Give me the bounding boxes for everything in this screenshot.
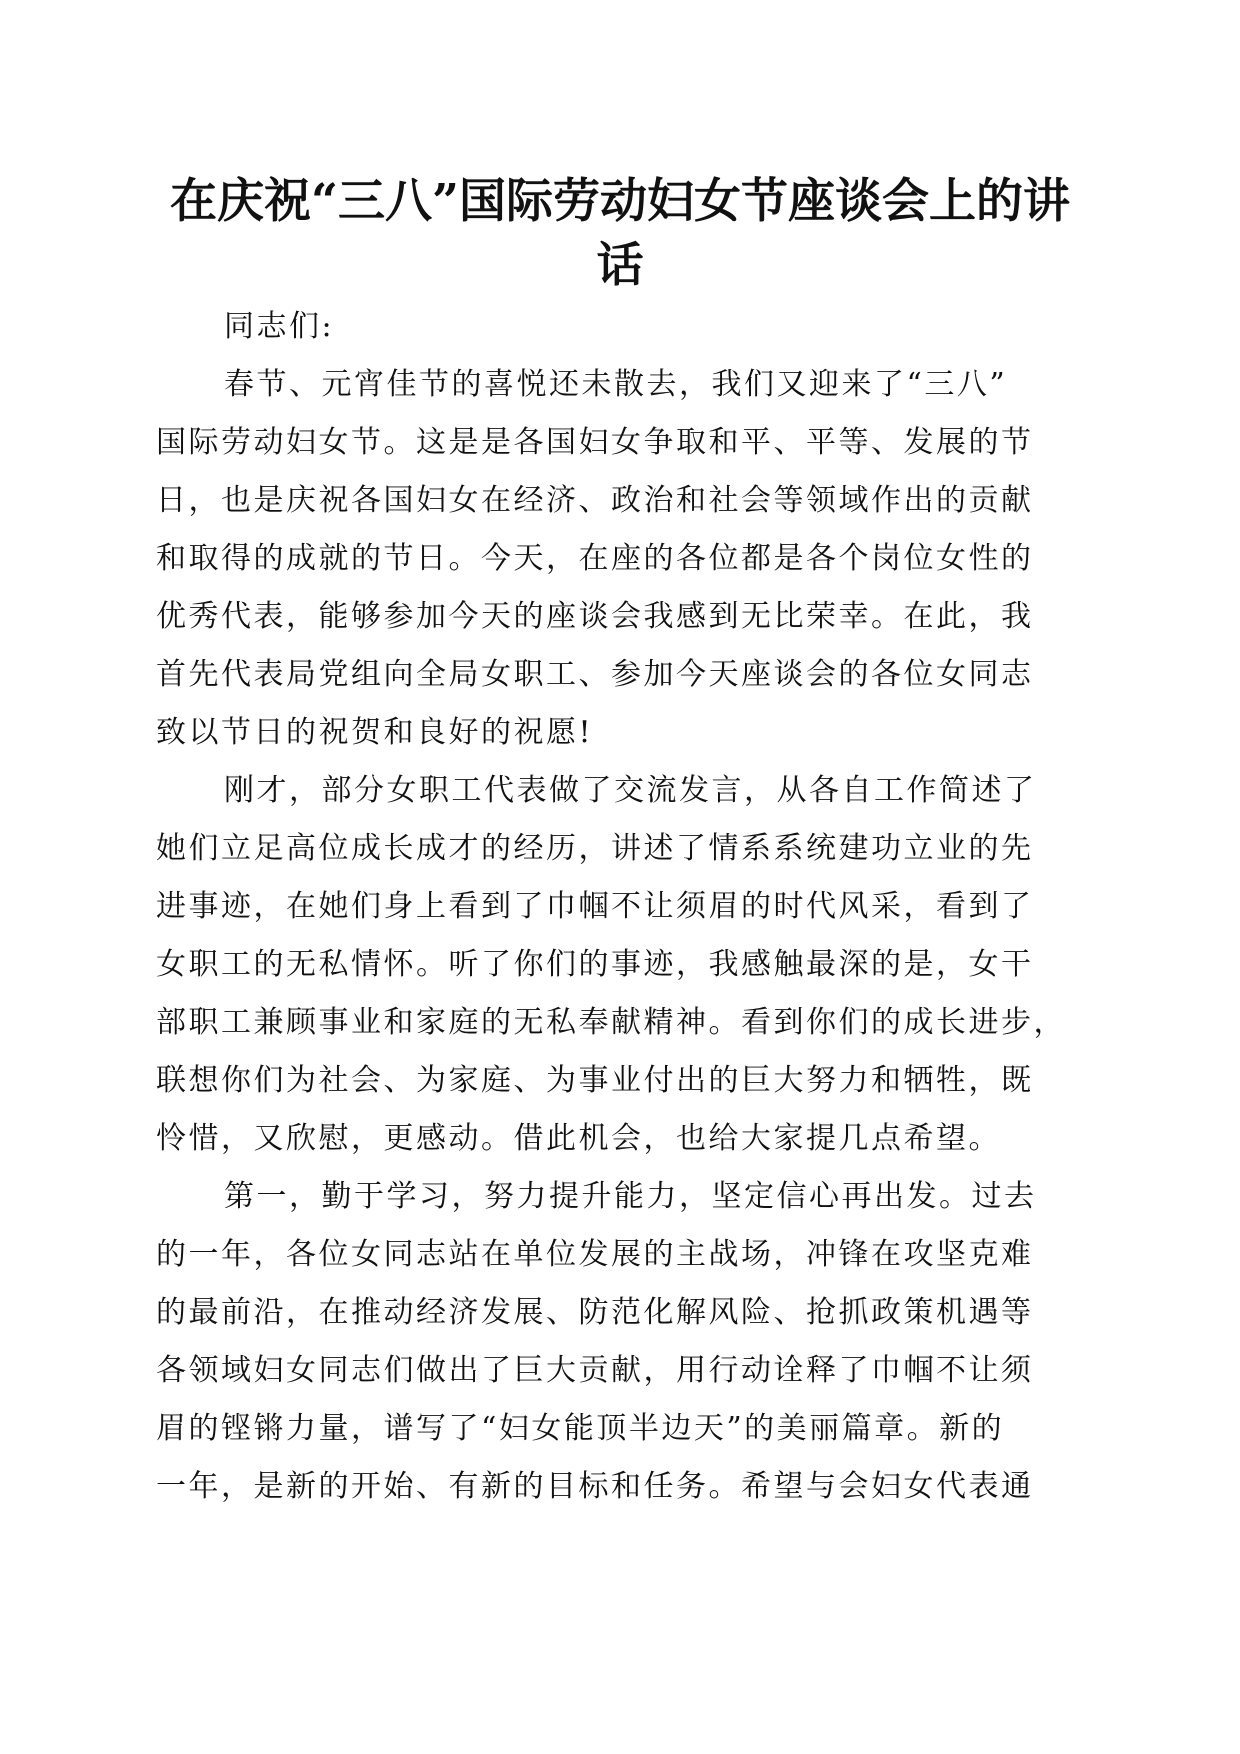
paragraph-2-line: 部职工兼顾事业和家庭的无私奉献精神。看到你们的成长进步， — [156, 1005, 1066, 1040]
paragraph-3-line: 一年，是新的开始、有新的目标和任务。希望与会妇女代表通 — [156, 1469, 1034, 1504]
paragraph-3-line: 眉的铿锵力量，谱写了“妇女能顶半边天”的美丽篇章。新的 — [156, 1411, 1005, 1446]
paragraph-2-line: 刚才，部分女职工代表做了交流发言，从各自工作简述了 — [224, 773, 1037, 808]
paragraph-1-line: 首先代表局党组向全局女职工、参加今天座谈会的各位女同志 — [156, 657, 1034, 692]
paragraph-1-line: 日，也是庆祝各国妇女在经济、政治和社会等领域作出的贡献 — [156, 483, 1034, 518]
paragraph-3-line: 的最前沿，在推动经济发展、防范化解风险、抢抓政策机遇等 — [156, 1295, 1034, 1330]
paragraph-2-line: 进事迹，在她们身上看到了巾帼不让须眉的时代风采，看到了 — [156, 889, 1034, 924]
paragraph-2-line: 怜惜，又欣慰，更感动。借此机会，也给大家提几点希望。 — [156, 1121, 1001, 1156]
paragraph-3-line: 的一年，各位女同志站在单位发展的主战场，冲锋在攻坚克难 — [156, 1237, 1034, 1272]
paragraph-2-line: 联想你们为社会、为家庭、为事业付出的巨大努力和牺牲，既 — [156, 1063, 1034, 1098]
paragraph-1-line: 优秀代表，能够参加今天的座谈会我感到无比荣幸。在此，我 — [156, 599, 1034, 634]
title-line-2: 话 — [596, 238, 644, 293]
document-body — [156, 298, 1066, 1516]
paragraph-1-line: 致以节日的祝贺和良好的祝愿! — [156, 715, 594, 750]
paragraph-1-line: 春节、元宵佳节的喜悦还未散去，我们又迎来了“三八” — [224, 367, 1008, 402]
salutation: 同志们: — [224, 309, 335, 344]
paragraph-1-line: 和取得的成就的节日。今天，在座的各位都是各个岗位女性的 — [156, 541, 1034, 576]
document-title — [150, 170, 1090, 298]
paragraph-1-line: 国际劳动妇女节。这是是各国妇女争取和平、平等、发展的节 — [156, 425, 1034, 460]
paragraph-3-line: 第一，勤于学习，努力提升能力，坚定信心再出发。过去 — [224, 1179, 1037, 1214]
paragraph-2-line: 她们立足高位成长成才的经历，讲述了情系系统建功立业的先 — [156, 831, 1034, 866]
title-line-1: 在庆祝“三八”国际劳动妇女节座谈会上的讲 — [169, 174, 1071, 229]
paragraph-2-line: 女职工的无私情怀。听了你们的事迹，我感触最深的是，女干 — [156, 947, 1034, 982]
paragraph-3-line: 各领域妇女同志们做出了巨大贡献，用行动诠释了巾帼不让须 — [156, 1353, 1034, 1388]
